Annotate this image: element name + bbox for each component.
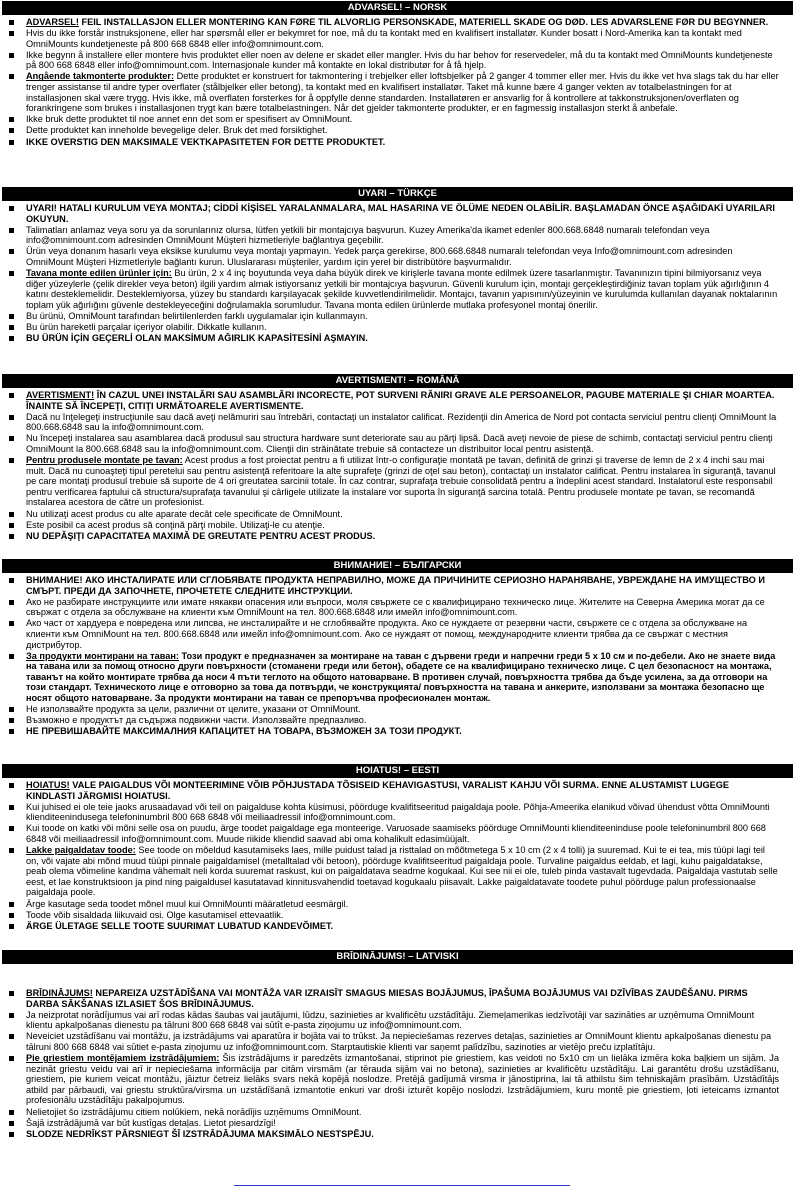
item-text: VALE PAIGALDUS VÕI MONTEERIMINE VÕIB PÕHJUSTADA TÕSISEID KEHAVIGASTUSI, VARALIST KAHJU VÕI SURMA. ENNE ALUSTAMIST LUGEGE KINDLASTI JÄRGMISI HOIATUSI. [26, 780, 730, 801]
list-item [0, 390, 795, 411]
list-item [0, 823, 795, 844]
item-text: Nelietojiet šo izstrādājumu citiem nolūkiem, nekā norādījis uzņēmums OmniMount. [26, 1106, 362, 1117]
item-text: Hvis du ikke forstår instruksjonene, eller har spørsmål eller er bekymret for noe, må du ta kontakt med en kvalifisert installatør. Kunder bosatt i Nord-Amerika kan ta kontakt med OmniMounts kundetjeneste på 800 668 6848 eller info@omnimount.com. [26, 28, 742, 49]
item-text: Šis izstrādājums ir paredzēts izmantošanai, stiprinot pie griestiem, kas veidoti no 5x10 cm un lielāka izmēra koka baļķiem un sijām. Ja nezināt griestu veidu vai arī ir nepieciešama informācija par citām virsmām (ar tērauda sijām vai no betona), sazinieties ar kvalificētu uzstādītāju. Lai garantētu drošu uzstādīšanu, griestiem, pie kuriem veicat montāžu, jāiztur četreiz lielāks svars nekā kopējā noslodze. Pretējā gadījumā virsma ir jānostiprina, lai tā atbilstu šim tehniskajām prasībām. Uzstādītājs atbild par pārbaudi, vai griestu struktūra/virsma un uzstādīšanā izmantotie enkuri var droši izturēt kopējo noslodzi. Izstrādājumiem, kuru montē pie griestiem, ļoti ieteicams izmantot profesionālu uzstādītāju pakalpojumus. [26, 1053, 779, 1106]
item-text: Acest produs a fost proiectat pentru a fi utilizat într-o configuraţie montată pe tavan, definită de grinzi şi traverse de lemn de 2 x 4 inchi sau mai mult. Dacă nu cunoaşteţi tipul peretelui sau pentru asistenţă referitoare la alte suprafeţe (grinzi de oţel sau beton), contactaţi un instalator calificat. Pentru instalarea în siguranţă, tavanul pe care montaţi produsul trebuie să suporte de 4 ori greutatea sarcinii totale. În caz contrar, suprafaţa trebuie consolidată pentru a îndeplini acest standard. Instalatorul este responsabil pentru verificarea faptului că structura/suprafaţa tavanului şi cârligele utilizate la instalare vor suporta în siguranţă sarcina totală. Pentru produsele montate pe tavan, se recomandă instalarea acestora de către un profesionist. [26, 455, 776, 508]
list-item [0, 618, 795, 650]
item-text: Dette produktet er konstruert for takmontering i trebjelker eller loftsbjelker på 2 ganger 4 tommer eller mer. Hvis du ikke vet hva slags tak du har eller trenger assistanse til andre typer overflater (stålbjelker eller betong), ta kontakt med en kvalifisert installatør. Taket må kunne bære 4 ganger vekten av totalbelastningen for at installasjonen skal være trygg. Hvis ikke, må overflaten forsterkes for å oppfylle denne standarden. Installatøren er ansvarlig for å kontrollere at takkonstruksjonen/overflaten og forankringene som brukes i installasjonen trygt kan bære totalbelastningen. Når det gjelder takmonterte produkter, er en fagmessig installasjon sterkt å anbefale. [26, 71, 779, 114]
item-text: Nu utilizaţi acest produs cu alte aparate decât cele specificate de OmniMount. [26, 508, 343, 519]
list-item [0, 71, 795, 113]
item-text: FEIL INSTALLASJON ELLER MONTERING KAN FØRE TIL ALVORLIG PERSONSKADE, MATERIELL SKADE OG DØD. LES ADVARSLENE FØR DU BEGYNNER. [78, 17, 769, 27]
list-item [0, 203, 795, 224]
section-norsk [0, 1, 795, 148]
item-text: Възможно е продуктът да съдържа подвижни части. Използвайте предпазливо. [26, 715, 367, 726]
list-item [0, 333, 795, 344]
item-text: ÄRGE ÜLETAGE SELLE TOOTE SUURIMAT LUBATUD KANDEVÕIMET. [26, 920, 334, 931]
list-item [0, 125, 795, 136]
item-text: SLODZE NEDRĪKST PĀRSNIEGT ŠĪ IZSTRĀDĀJUMA MAKSIMĀLO NESTSPĒJU. [26, 1128, 374, 1139]
item-text: Bu ürünü, OmniMount tarafından belirtilenlerden farklı uygulamalar için kullanmayın. [26, 310, 368, 321]
list-item [0, 910, 795, 921]
item-text: Toode võib sisaldada liikuvaid osi. Olge kasutamisel ettevaatlik. [26, 909, 284, 920]
item-text: Nu începeţi instalarea sau asamblarea dacă produsul sau structura hardware sunt deteriorate sau au părţi lipsă. Dacă aveţi nevoie de piese de schimb, contactaţi serviciul pentru clienţi OmniMount la 800.668.6848 sau la info@omnimount.com. Clienţii din străinătate trebuie să contacteze un distribuitor local pentru asistenţă. [26, 433, 773, 454]
item-text: Kui toode on katki või mõni selle osa on puudu, ärge toodet paigaldage ega monteerige. Varuosade saamiseks pöörduge OmniMounti klienditeeninduse poole telefoninumbril 800 668 6848 või meiliaadressil info@omnimount.com. Muude riikide kliendid saavad abi oma kohalikult edasimüüjalt. [26, 823, 766, 844]
list-item [0, 17, 795, 28]
item-text: Ärge kasutage seda toodet mõnel muul kui OmniMounti määratletud eesmärgil. [26, 898, 349, 909]
item-text: Ja neizprotat norādījumus vai arī rodas kādas šaubas vai jautājumi, lūdzu, sazinieties ar kvalificētu uzstādītāju. Ziemeļamerikas iedzīvotāji var sazināties ar uzņēmuma OmniMount klientu apkalpošanas dienestu pa tālruni 800 668 6848 vai sūtīt e-pasta ziņojumu uz info@omnimount.com. [26, 1009, 755, 1031]
item-text: Dacă nu înţelegeţi instrucţiunile sau dacă aveţi nelămuriri sau întrebări, contactaţi un instalator calificat. Rezidenţii din America de Nord pot contacta serviciul pentru clienţi OmniMount la 800.668.6848 sau la info@omnimount.com. [26, 411, 777, 433]
item-text: Ikke begynn å installere eller montere hvis produktet eller noen av delene er skadet eller mangler. Hvis du har behov for reservedeler, må du ta kontakt med OmniMounts kundetjeneste på 800 668 6848 eller info@omnimount.com. Internasjonale kunder må kontakte en lokal distributør for å få hjelp. [26, 49, 773, 71]
list-item [0, 651, 795, 704]
item-text: BU ÜRÜN İÇİN GEÇERLİ OLAN MAKSİMUM AĞIRLIK KAPASİTESİNİ AŞMAYIN. [26, 333, 368, 344]
list-item [0, 412, 795, 433]
warning-list [0, 780, 795, 931]
list-item [0, 322, 795, 333]
item-text: NEPAREIZA UZSTĀDĪŠANA VAI MONTĀŽA VAR IZRAISĪT SMAGUS MIESAS BOJĀJUMUS, ĪPAŠUMA BOJĀJUMUS VAI DZĪVĪBAS ZAUDĒŠANU. PIRMS DARBA SĀKŠANAS IZLASIET ŠOS BRĪDINĀJUMUS. [26, 988, 748, 1009]
section-eesti [0, 764, 795, 932]
list-item [0, 1118, 795, 1129]
list-item [0, 802, 795, 823]
list-item [0, 726, 795, 737]
item-lead: ADVARSEL! [26, 17, 79, 27]
list-item [0, 1031, 795, 1052]
item-lead: Tavana monte edilen ürünler için: [26, 268, 172, 279]
section-turkce [0, 187, 795, 344]
item-text: Ikke bruk dette produktet til noe annet enn det som er spesifisert av OmniMount. [26, 114, 353, 125]
list-item [0, 988, 795, 1009]
list-item [0, 509, 795, 520]
list-item [0, 455, 795, 508]
section-latviski [0, 950, 795, 1140]
item-lead: AVERTISMENT! [26, 390, 95, 400]
list-item [0, 246, 795, 267]
list-item [0, 899, 795, 910]
item-lead: HOIATUS! [26, 780, 70, 790]
list-item [0, 28, 795, 49]
item-text: Šajā izstrādājumā var būt kustīgas detaļas. Lietot piesardzīgi! [26, 1117, 276, 1128]
section-title: ВНИМАНИЕ! – БЪЛГАРСКИ [2, 559, 793, 573]
section-romana [0, 374, 795, 542]
list-item [0, 433, 795, 454]
item-text: Neveiciet uzstādīšanu vai montāžu, ja izstrādājums vai aparatūra ir bojāta vai to trūkst. Ja nepieciešamas rezerves detaļas, sazinieties ar OmniMount klientu apkalpošanas dienestu pa tālruni 800 668 6848 vai sūtiet e-pasta ziņojumu uz info@omnimount.com. Starptautiskie klienti var saņemt palīdzību, sazinoties ar vietējo preču izplatītāju. [26, 1031, 772, 1052]
item-text: Dette produktet kan inneholde bevegelige deler. Bruk det med forsiktighet. [26, 125, 328, 136]
list-item [0, 520, 795, 531]
section-title: AVERTISMENT! – ROMÂNĂ [2, 374, 793, 388]
list-item [0, 1107, 795, 1118]
item-text: IKKE OVERSTIG DEN MAKSIMALE VEKTKAPASITETEN FOR DETTE PRODUKTET. [26, 136, 386, 147]
warning-list [0, 390, 795, 541]
list-item [0, 268, 795, 310]
item-text: UYARI! HATALI KURULUM VEYA MONTAJ; CİDDİ KİŞİSEL YARALANMALARA, MAL HASARINA VE ÖLÜME NEDEN OLABİLİR. BAŞLAMADAN ÖNCE AŞAĞIDAKİ UYARILARI OKUYUN. [26, 203, 775, 224]
list-item [0, 575, 795, 596]
section-title: ADVARSEL! – NORSK [2, 1, 793, 15]
item-text: See toode on mõeldud kasutamiseks laes, mille puidust talad ja risttalad on mõõtmetega 5 x 10 cm (2 x 4 tolli) ja suuremad. Kui te ei tea, mis tüüpi lagi teil on, või vajate abi mõnd muud tüüpi pinnale paigaldamisel (metalltalad või betoon), pöörduge kvalifitseeritud paigaldaja poole. Turvaline paigaldus eeldab, et lagi, kuhu paigaldatakse, peab olema võimeline kandma vähemalt neli korda suuremat raskust, kui on paigaldatava seadme kogukaal. Kui see nii ei ole, tuleb pinda vastavalt tugevdada. Paigaldaja vastutab selle eest, et lae konstruktsioon ja pind ning paigaldusel kasutatavad kinnitusvahendid toetavad kogukaalu piisavalt. Lakke paigaldatavate toodete puhul pöörduge palun professionaalse paigaldaja poole. [26, 845, 778, 898]
item-text: Ürün veya donanım hasarlı veya eksikse kurulumu veya montajı yapmayın. Yedek parça gerekirse, 800.668.6848 numaralı telefondan veya Info@omnimount.com adresinden OmniMount Müşteri Hizmetleriyle bağlantı kurun. Uluslararası müşteriler, yardım için yerel bir distribütöre başvurmalıdır. [26, 246, 733, 267]
list-item [0, 114, 795, 125]
item-text: Ако част от хардуера е повредена или липсва, не инсталирайте и не сглобявайте продукта. Ако се нуждаете от резервни части, свържете се с отдела за обслужване на клиенти към OmniMount на тел. 800.668.6848 или имейл info@omnimount.com. Ако се нуждаят от помощ, международните клиенти трябва да се свържат с местния дистрибутор. [26, 618, 748, 650]
list-item [0, 531, 795, 542]
list-item [0, 137, 795, 148]
item-lead: За продукти монтирани на таван: [26, 650, 179, 661]
list-item [0, 311, 795, 322]
item-text: NU DEPĂŞIŢI CAPACITATEA MAXIMĂ DE GREUTATE PENTRU ACEST PRODUS. [26, 530, 376, 541]
section-title: BRĪDINĀJUMS! – LATVISKI [2, 950, 793, 964]
item-text: Ако не разбирате инструкциите или имате някакви опасения или въпроси, моля свържете се с квалифицирано техническо лице. Жителите на Северна Америка могат да се свържат с отдела за обслужване на клиенти към OmniMount на тел. 800.668.6848 или имейл info@omnimount.com. [26, 596, 765, 618]
item-text: Bu ürün hareketli parçalar içeriyor olabilir. Dikkatle kullanın. [26, 322, 267, 333]
item-text: Este posibil ca acest produs să conţină părţi mobile. Utilizaţi-le cu atenţie. [26, 519, 325, 530]
warning-list [0, 17, 795, 147]
warning-list [0, 988, 795, 1139]
list-item [0, 1010, 795, 1031]
item-lead: BRĪDINĀJUMS! [26, 988, 93, 998]
list-item [0, 597, 795, 618]
section-title: UYARI – TÜRKÇE [2, 187, 793, 201]
item-text: ВНИМАНИЕ! АКО ИНСТАЛИРАТЕ ИЛИ СГЛОБЯВАТЕ ПРОДУКТА НЕПРАВИЛНО, МОЖЕ ДА ПРИЧИНИТЕ СЕРИОЗНО НАРАНЯВАНЕ, УВРЕЖДАНЕ НА ИМУЩЕСТВО И СМЪРТ. ПРЕДИ ДА ЗАПОЧНЕТЕ, ПРОЧЕТЕТЕ СЛЕДНИТЕ ИНСТРУКЦИИ. [26, 575, 765, 596]
list-item [0, 845, 795, 898]
list-item [0, 780, 795, 801]
list-item [0, 1129, 795, 1140]
list-item [0, 225, 795, 246]
item-lead: Pie griestiem montējamiem izstrādājumiem: [26, 1053, 220, 1064]
footer-divider [234, 1185, 570, 1186]
item-text: Не използвайте продукта за цели, различни от целите, указани от OmniMount. [26, 704, 361, 715]
item-lead: Pentru produsele montate pe tavan: [26, 455, 183, 466]
item-text: Talimatları anlamaz veya soru ya da sorunlarınız olursa, lütfen yetkili bir montajcıya başvurun. Kuzey Amerika'da ikamet edenler 800.668.6848 numaralı telefondan veya info@omnimount.com adresinden OmniMount Müşteri hizmetleriyle bağlantıya geçebilir. [26, 224, 710, 246]
list-item [0, 1053, 795, 1106]
section-bulgarski [0, 559, 795, 737]
list-item [0, 704, 795, 715]
warning-list [0, 575, 795, 737]
list-item [0, 50, 795, 71]
item-text: Този продукт е предназначен за монтиране на таван с дървени греди и напречни греди 5 х 10 см и по-дебели. Ако не знаете вида на тавана или за помощ относно други повърхности (стоманени греди или бетон), обадете се на квалифицирано техническо лице. С цел безопасност на монтажа, таванът на който монтирате трябва да носи 4 пъти теглото на общото натоварване. В противен случай, повърхността трябва да бъде усилена, за да отговори на този стандарт. Техническото лице е отговорно за това да потвърди, че конструкцията/ повърхността на тавана и анкерите, използвани за монтажа безопасно ще носят общото натоварване. За продукти монтирани на таван се препоръчва професионален монтаж. [26, 650, 776, 704]
item-text: ÎN CAZUL UNEI INSTALĂRI SAU ASAMBLĂRI INCORECTE, POT SURVENI RĂNIRI GRAVE ALE PERSOANELOR, PAGUBE MATERIALE ŞI CHIAR MOARTEA. ÎNAINTE SĂ ÎNCEPEŢI, CITIŢI URMĂTOARELE AVERTISMENTE. [26, 390, 775, 411]
warning-list [0, 203, 795, 344]
section-title: HOIATUS! – EESTI [2, 764, 793, 778]
item-lead: Angående takmonterte produkter: [26, 71, 175, 82]
list-item [0, 921, 795, 932]
item-lead: Lakke paigaldatav toode: [26, 845, 136, 856]
item-text: Bu ürün, 2 x 4 inç boyutunda veya daha büyük direk ve kirişlerle tavana monte edilmek üzere tasarlanmıştır. Tavanınızın tipini bilmiyorsanız veya diğer yüzeylerle (çelik direkler veya beton) ilgili yardım almak istiyorsanız yetkili bir montajcıya başvurun. Güvenli kurulum için, montajı gerçekleştirdiğiniz tavan toplam yük ağırlığının 4 katını desteklemelidir. Desteklemiyorsa, yüzey bu standardı karşılayacak şekilde kuvvetlendirilmelidir. Montajcı, tavanın yapısının/yüzeyinin ve kurulumda kullanılan dayanak noktalarının toplam yük ağırlığını güvenle destekleyeceğini doğrulamakla sorumludur. Tavana monta edilen ürünlerde mutlaka profesyonel montaj önerilir. [26, 268, 778, 310]
item-text: НЕ ПРЕВИШАВАЙТЕ МАКСИМАЛНИЯ КАПАЦИТЕТ НА ТОВАРА, ВЪЗМОЖЕН ЗА ТОЗИ ПРОДУКТ. [26, 726, 462, 737]
item-text: Kui juhised ei ole teie jaoks arusaadavad või teil on paigalduse kohta küsimusi, pöörduge kvalifitseeritud paigaldaja poole. Põhja-Ameerika elanikud võivad ühendust võtta OmniMounti klienditeenindusega telefoninumbril 800 668 6848 või meiliaadressil info@omnimount.com. [26, 801, 770, 823]
list-item [0, 715, 795, 726]
